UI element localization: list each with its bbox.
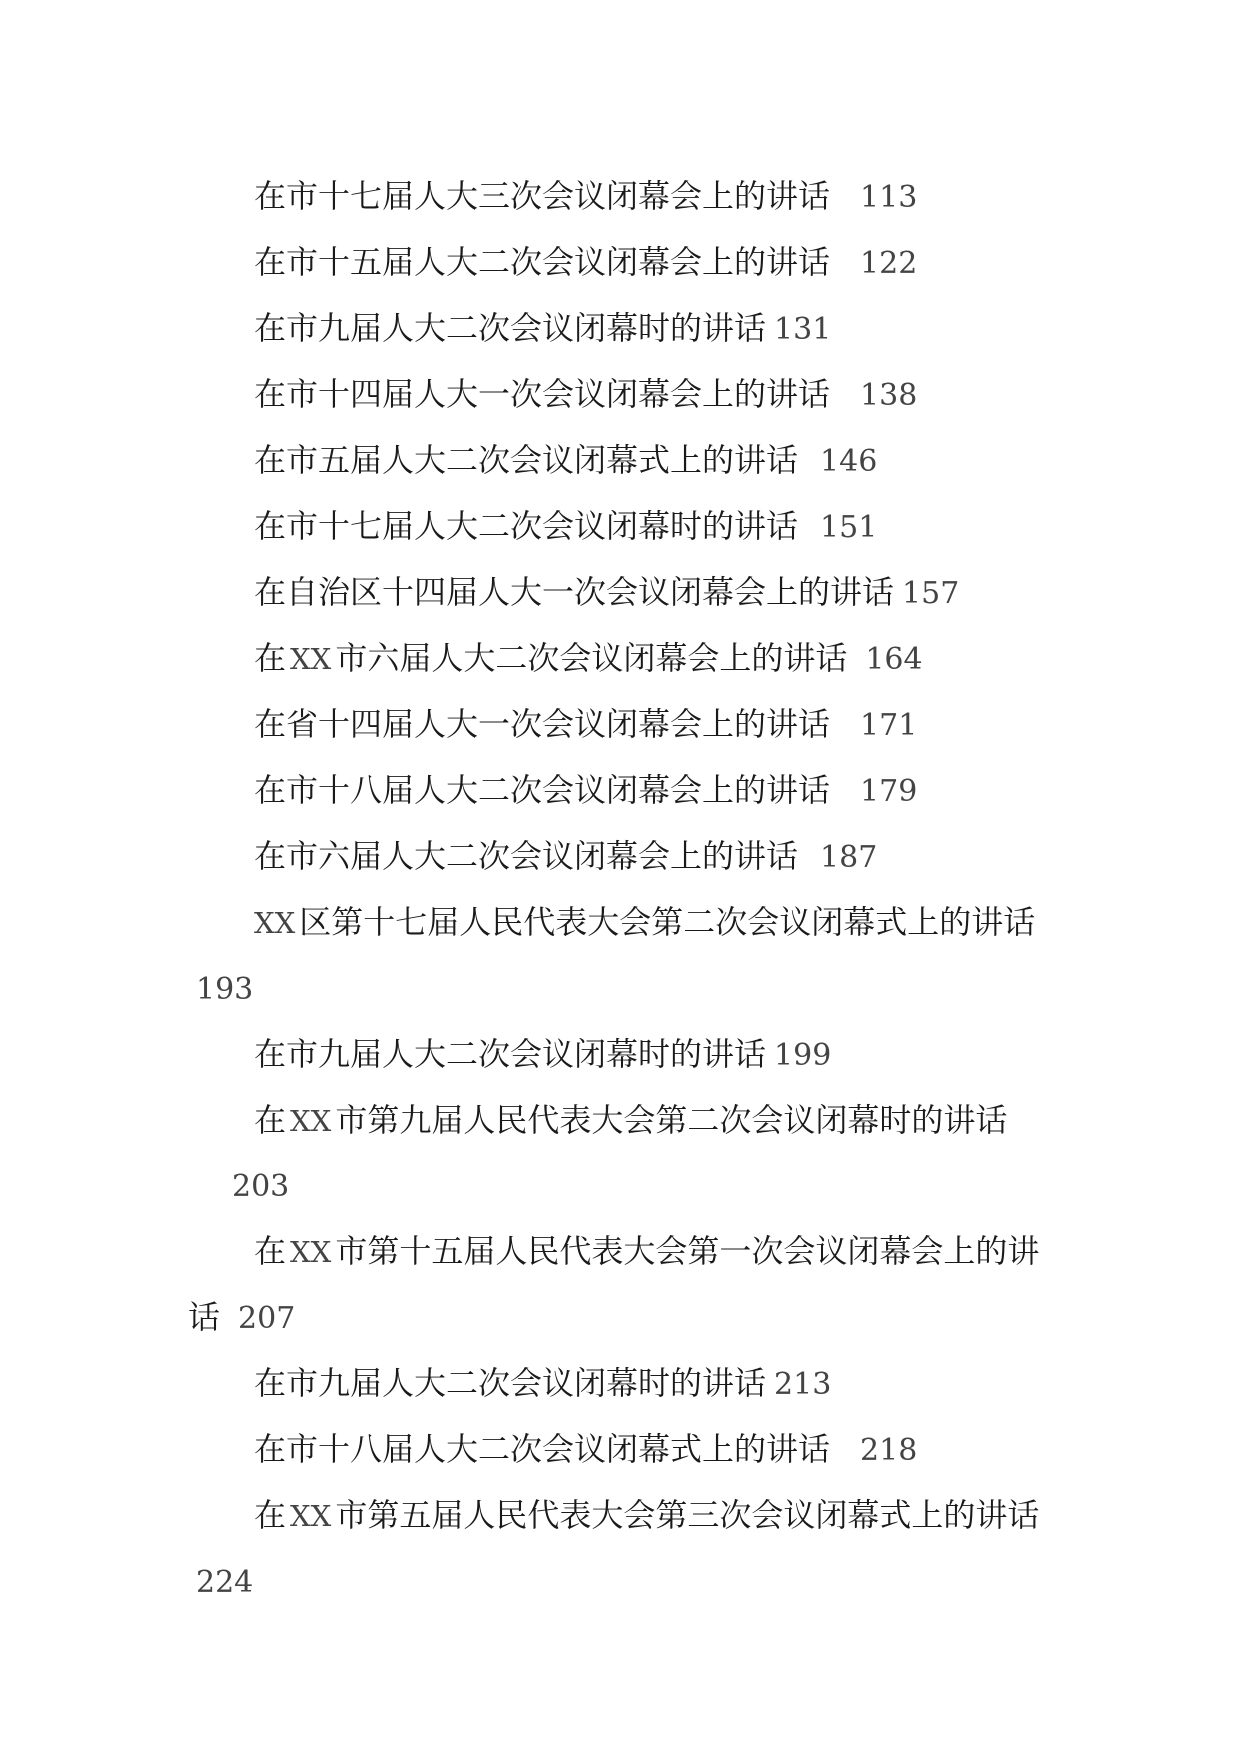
toc-entry-xx: XX	[290, 1104, 332, 1138]
toc-entry-page: 207	[238, 1301, 296, 1336]
toc-entry-page: 164	[865, 642, 923, 677]
toc-entry-title: 在自治区十四届人大一次会议闭幕会上的讲话	[254, 573, 895, 611]
toc-entry-title: 在市九届人大二次会议闭幕时的讲话	[254, 1035, 767, 1073]
toc-entry-title: 在市六届人大二次会议闭幕会上的讲话	[254, 837, 799, 875]
toc-entry-title: 在市十七届人大三次会议闭幕会上的讲话	[254, 177, 831, 215]
toc-entry-title: 在市十五届人大二次会议闭幕会上的讲话	[254, 243, 831, 281]
toc-entry	[188, 890, 1060, 1022]
toc-entry-page: 113	[860, 180, 918, 215]
toc-entry-page: 193	[196, 972, 254, 1007]
toc-entry-title: 在市十四届人大一次会议闭幕会上的讲话	[254, 375, 831, 413]
toc-entry-title: 在市九届人大二次会议闭幕时的讲话	[254, 309, 767, 347]
toc-entry-page: 151	[820, 510, 878, 545]
toc-entry-page: 122	[860, 246, 918, 281]
toc-entry	[188, 1483, 1060, 1615]
toc-entry-page: 203	[232, 1169, 290, 1204]
toc-entry-title: 市六届人大二次会议闭幕会上的讲话	[335, 639, 848, 677]
toc-entry-xx: XX	[290, 1235, 332, 1269]
toc-entry-page: 218	[860, 1433, 918, 1468]
toc-entry-xx: XX	[290, 1499, 332, 1533]
toc-entry	[188, 230, 1060, 296]
toc-entry-title: 在市五届人大二次会议闭幕式上的讲话	[254, 441, 799, 479]
toc-entry	[188, 692, 1060, 758]
toc-entry-prefix: 在	[254, 639, 287, 677]
toc-entry	[188, 494, 1060, 560]
toc-entry	[188, 164, 1060, 230]
toc-entry	[188, 296, 1060, 362]
toc-entry-title: 在省十四届人大一次会议闭幕会上的讲话	[254, 705, 831, 743]
toc-entry-title: 市第九届人民代表大会第二次会议闭幕时的讲话	[335, 1101, 1008, 1139]
table-of-contents	[188, 164, 1060, 1615]
toc-entry-prefix: 在	[254, 1101, 287, 1139]
toc-entry	[188, 1351, 1060, 1417]
toc-entry-page: 179	[860, 774, 918, 809]
toc-entry	[188, 824, 1060, 890]
toc-entry	[188, 428, 1060, 494]
toc-entry-prefix: 在	[254, 1232, 287, 1270]
toc-entry-title: 在市十八届人大二次会议闭幕会上的讲话	[254, 771, 831, 809]
toc-entry-page: 146	[820, 444, 878, 479]
toc-entry-page: 213	[774, 1367, 832, 1402]
toc-entry	[188, 1417, 1060, 1483]
toc-entry-title: 在市九届人大二次会议闭幕时的讲话	[254, 1364, 767, 1402]
toc-entry-xx: XX	[290, 642, 332, 676]
toc-entry	[188, 1022, 1060, 1088]
toc-entry-page: 138	[860, 378, 918, 413]
toc-entry-prefix: 在	[254, 1496, 287, 1534]
toc-entry	[188, 362, 1060, 428]
toc-entry-page: 199	[774, 1038, 832, 1073]
toc-entry	[188, 560, 1060, 626]
toc-entry-title: 区第十七届人民代表大会第二次会议闭幕式上的讲话	[299, 903, 1036, 941]
toc-entry-page: 224	[196, 1565, 254, 1600]
toc-entry	[188, 758, 1060, 824]
toc-entry-title: 市第五届人民代表大会第三次会议闭幕式上的讲话	[335, 1496, 1040, 1534]
toc-entry-title: 在市十八届人大二次会议闭幕式上的讲话	[254, 1430, 831, 1468]
toc-entry-page: 171	[860, 708, 918, 743]
toc-entry	[188, 1219, 1060, 1351]
toc-entry-page: 131	[774, 312, 832, 347]
toc-entry	[188, 626, 1060, 692]
toc-entry-xx: XX	[254, 906, 296, 940]
toc-entry	[188, 1088, 1060, 1219]
toc-entry-title: 在市十七届人大二次会议闭幕时的讲话	[254, 507, 799, 545]
toc-entry-page: 157	[902, 576, 960, 611]
toc-entry-page: 187	[820, 840, 878, 875]
toc-entry-title: 市第十五届人民代表大会第一次会议闭幕会上的讲话	[188, 1232, 1040, 1336]
